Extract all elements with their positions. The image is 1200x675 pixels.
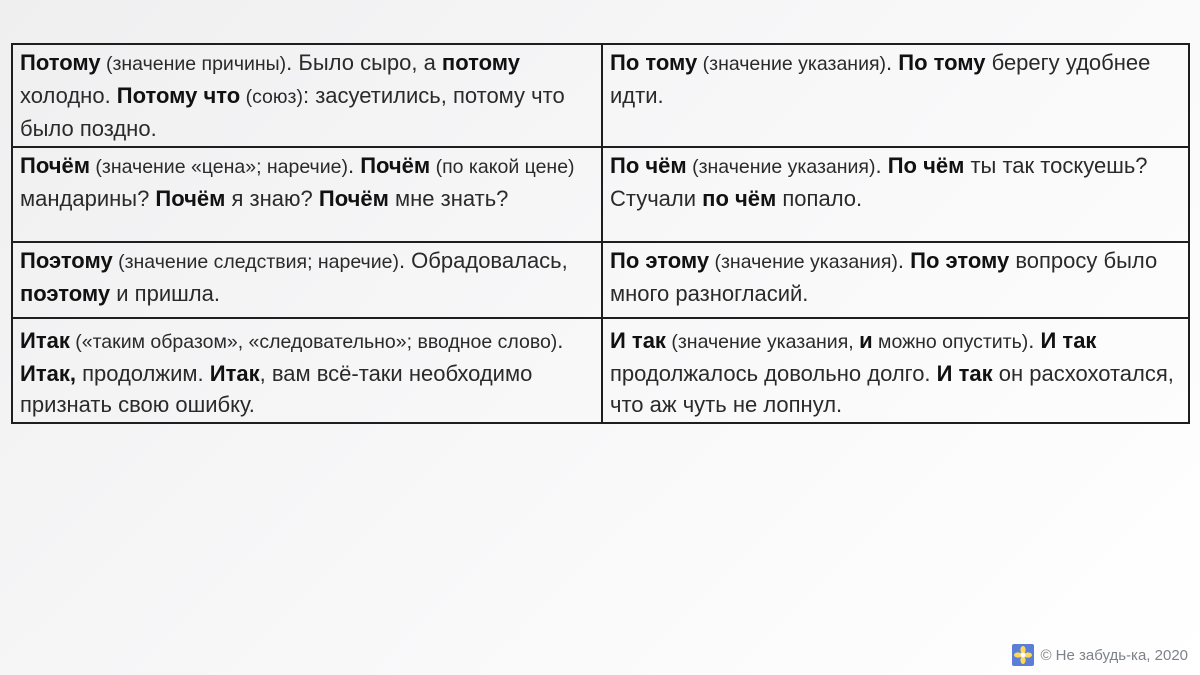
example-text: мне знать? [388,186,509,211]
example-text: холодно. [20,83,117,108]
example-text: ты так тоскуешь? Стучали [610,153,1148,211]
example-text: продолжим. [75,361,210,386]
flower-logo-icon [1012,644,1034,666]
note-text: (по какой цене) [430,156,575,178]
note-text: (значение указания) [686,156,876,178]
note-text: (союз) [240,86,303,108]
example-text: . [886,50,899,75]
example-text: и пришла. [110,281,220,306]
table-row [12,147,1189,242]
note-text: (значение причины) [100,53,287,75]
table-cell-left [12,242,602,318]
term-bold: Потому [20,50,101,75]
term-bold: поэтому [20,281,111,306]
term-bold: Почём [20,153,90,178]
example-text: . [897,248,911,273]
term-bold: Почём [360,153,431,178]
table-cell-left [12,147,602,242]
copyright-text: © Не забудь-ка, 2020 [1040,646,1188,664]
example-text: . Обрадовалась, [398,248,568,273]
example-text: мандарины? [20,186,156,211]
term-bold: Почём [155,186,226,211]
example-text: я знаю? [225,186,319,211]
example-text: , вам всё-таки необходимо признать свою ошибку. [20,361,533,417]
term-bold: И так [1040,328,1097,353]
example-text: . Было сыро, а [286,50,442,75]
example-text: продолжалось довольно долго. [610,361,937,386]
table-cell-left [12,318,602,423]
term-bold: и [859,328,873,353]
note-text: (значение указания, [665,331,860,353]
table-cell-right [602,318,1189,423]
note-text: (значение указания) [697,53,887,75]
table-cell-right [602,44,1189,147]
term-bold: И так [936,361,993,386]
example-text: вопросу было много разногласий. [610,248,1158,306]
term-bold: По этому [910,248,1010,273]
note-text: («таким образом», «следовательно»; вводное слово) [69,331,558,353]
rules-table [11,43,1190,424]
term-bold: Потому что [116,83,241,108]
example-text: берегу удобнее идти. [610,50,1151,108]
note-text: (значение «цена»; наречие) [90,156,348,178]
note-text: (значение следствия; наречие) [112,251,399,273]
example-text: . [557,328,564,353]
term-bold: По тому [898,50,986,75]
example-text: . [875,153,888,178]
example-text: . [347,153,361,178]
table-row [12,242,1189,318]
term-bold: Итак, [20,361,76,386]
term-bold: Итак [20,328,70,353]
term-bold: По чём [887,153,965,178]
note-text: можно опустить) [872,331,1029,353]
example-text: попало. [776,186,863,211]
term-bold: И так [610,328,666,353]
term-bold: По этому [610,248,710,273]
copyright-footer [1012,644,1188,666]
term-bold: Итак [209,361,260,386]
table-row [12,44,1189,147]
term-bold: По чём [610,153,687,178]
note-text: (значение указания) [709,251,898,273]
term-bold: потому [441,50,520,75]
example-text: : засуетились, потому что было поздно. [20,83,565,141]
term-bold: Почём [318,186,389,211]
table-cell-left [12,44,602,147]
term-bold: Поэтому [20,248,113,273]
example-text: . [1028,328,1041,353]
example-text: он расхохотался, что аж чуть не лопнул. [610,361,1174,417]
term-bold: По тому [610,50,698,75]
table-cell-right [602,147,1189,242]
table-row [12,318,1189,423]
term-bold: по чём [702,186,777,211]
table-cell-right [602,242,1189,318]
